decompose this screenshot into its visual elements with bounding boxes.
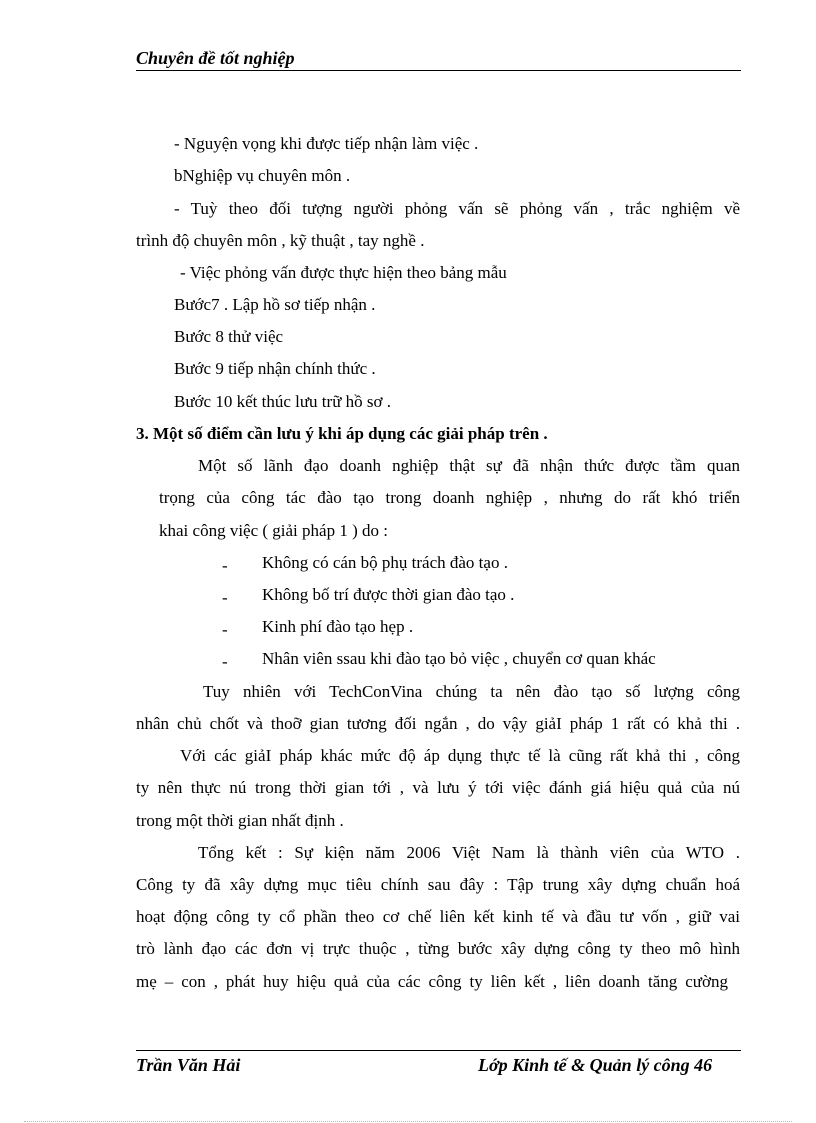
body-line: Công ty đã xây dựng mục tiêu chính sau đây : Tập trung xây dựng chuẩn hoá [136,875,740,894]
body-line: ty nên thực nú trong thời gian tới , và lưu ý tới việc đánh giá hiệu quả của nú [136,778,740,797]
body-line: Tuy nhiên với TechConVina chúng ta nên đào tạo số lượng công [203,682,740,701]
header-title: Chuyên đề tốt nghiệp [136,48,295,68]
body-line: trò lành đạo các đơn vị trực thuộc , từng bước xây dựng công ty theo mô hình [136,939,740,958]
body-line: - Nguyện vọng khi được tiếp nhận làm việc . [174,134,479,153]
body-line: Bước 8 thử việc [174,327,284,346]
bullet-item: Không bố trí được thời gian đào tạo . [262,585,515,604]
section-heading: 3. Một số điểm cần lưu ý khi áp dụng các giải pháp trên . [136,424,548,443]
body-line: mẹ – con , phát huy hiệu quả của các công ty liên kết , liên doanh tăng cường [136,972,728,991]
body-line: Tổng kết : Sự kiện năm 2006 Việt Nam là thành viên của WTO . [198,843,740,862]
body-line: trong một thời gian nhất định . [136,811,344,830]
body-line: Bước 10 kết thúc lưu trữ hồ sơ . [174,392,392,411]
footer-divider [136,1050,741,1051]
bullet-item: Nhân viên ssau khi đào tạo bỏ việc , chuyển cơ quan khác [262,649,656,668]
bullet-dash: - [222,556,228,575]
body-line: nhân chủ chốt và thoỡ gian tương đối ngắn , do vậy giảI pháp 1 rất có khả thi . [136,714,740,733]
footer-author: Trần Văn Hải [136,1055,241,1075]
page-bottom-border [24,1121,792,1122]
body-line: Bước7 . Lập hồ sơ tiếp nhận . [174,295,376,314]
body-line: trình độ chuyên môn , kỹ thuật , tay nghề . [136,231,425,250]
bullet-item: Không có cán bộ phụ trách đào tạo . [262,553,508,572]
header-divider [136,70,741,71]
footer-class: Lớp Kinh tế & Quản lý công 46 [478,1055,713,1075]
body-line: khai công việc ( giải pháp 1 ) do : [159,521,388,540]
body-line: Bước 9 tiếp nhận chính thức . [174,359,376,378]
body-line: - Tuỳ theo đối tượng người phỏng vấn sẽ phỏng vấn , trắc nghiệm về [174,199,740,218]
body-line: - Việc phỏng vấn được thực hiện theo bảng mẫu [180,263,507,282]
bullet-item: Kinh phí đào tạo hẹp . [262,617,414,636]
body-line: trọng của công tác đào tạo trong doanh nghiệp , nhưng do rất khó triển [159,488,740,507]
body-line: Một số lãnh đạo doanh nghiệp thật sự đã nhận thức được tầm quan [198,456,740,475]
body-line: Với các giảI pháp khác mức độ áp dụng thực tế là cũng rất khả thi , công [180,746,740,765]
bullet-dash: - [222,620,228,639]
body-line: bNghiệp vụ chuyên môn . [174,166,351,185]
bullet-dash: - [222,652,228,671]
bullet-dash: - [222,588,228,607]
body-line: hoạt động công ty cổ phần theo cơ chế liên kết kinh tế và đầu tư vốn , giữ vai [136,907,740,926]
